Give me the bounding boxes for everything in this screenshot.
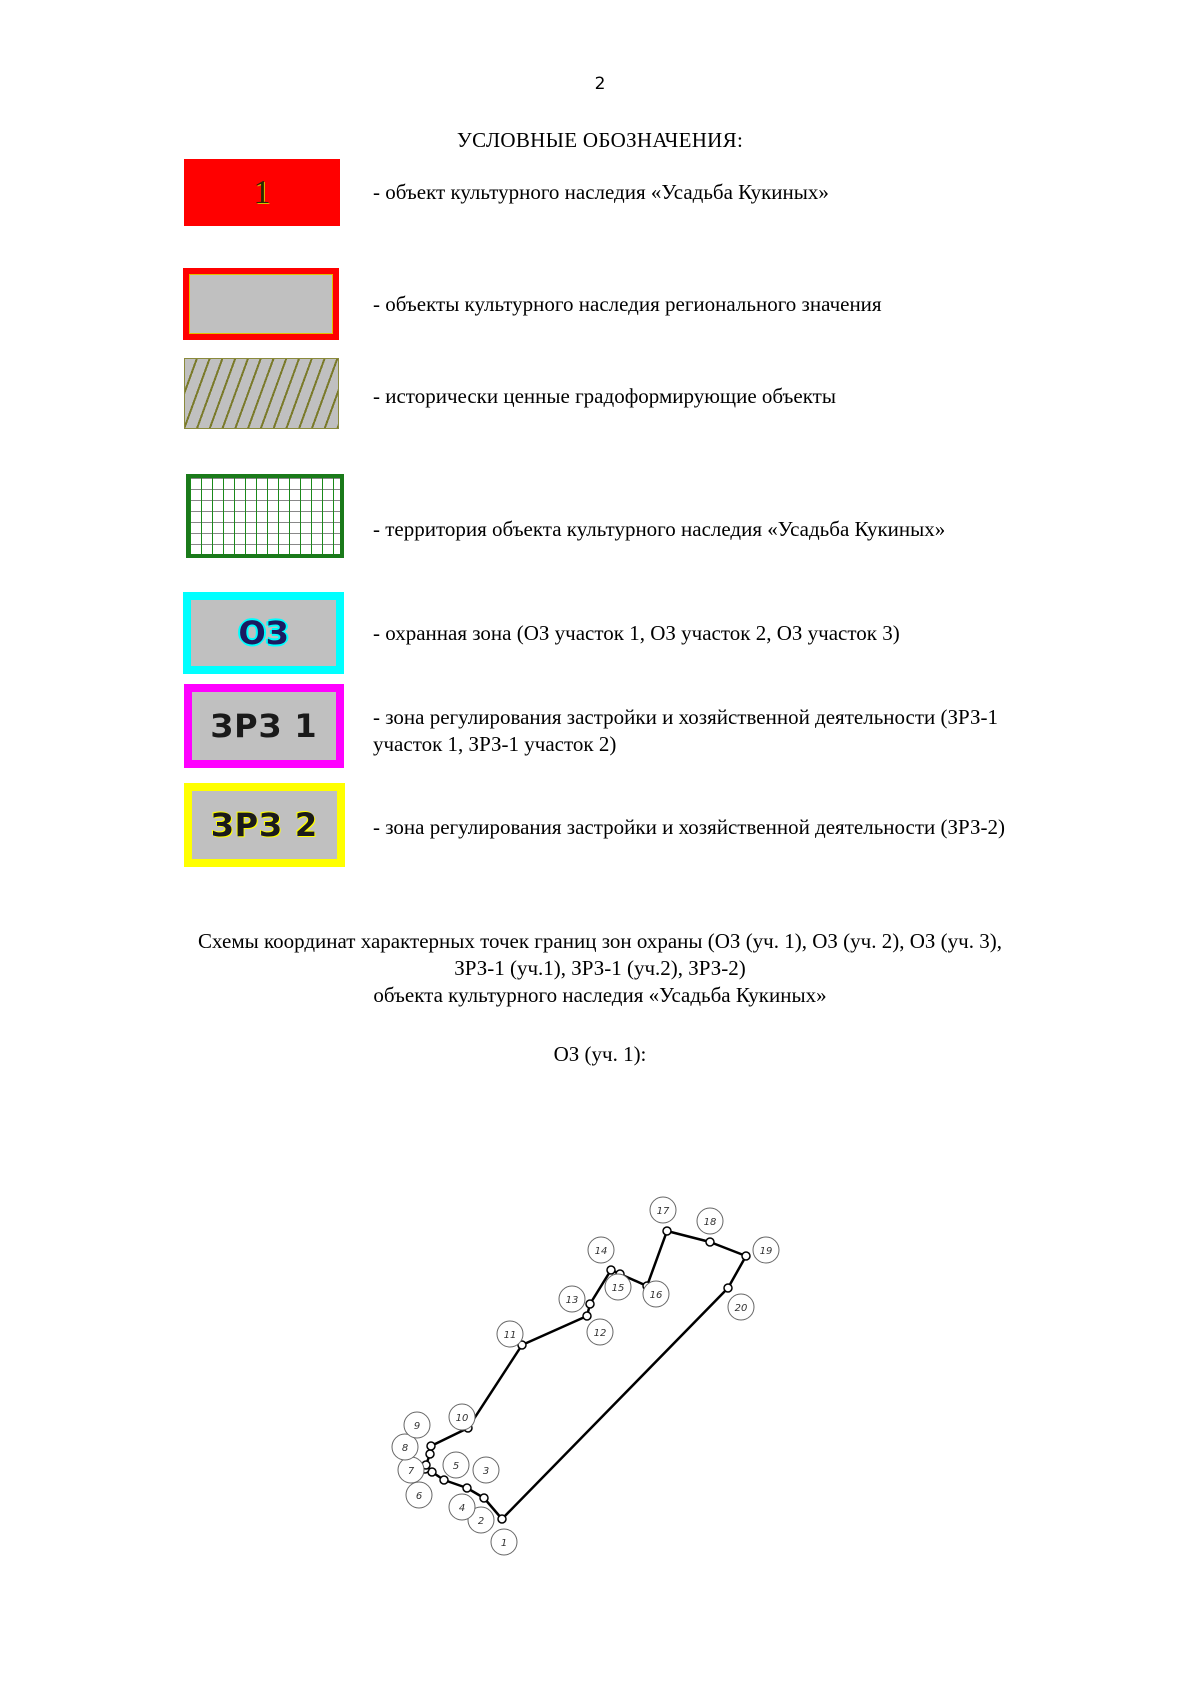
point-label: 6: [415, 1491, 423, 1502]
legend-symbol-label: ОЗ: [238, 614, 289, 652]
boundary-vertex: [724, 1284, 732, 1292]
boundary-vertex: [742, 1252, 750, 1260]
point-label: 19: [759, 1246, 773, 1257]
boundary-vertex: [706, 1238, 714, 1246]
section-title: ОЗ (уч. 1):: [553, 1042, 647, 1066]
legend-description: - объекты культурного наследия регионального значения: [373, 292, 882, 316]
legend-symbol-label: ЗРЗ 2: [210, 806, 319, 844]
legend-symbol-label: 1: [253, 173, 271, 211]
boundary-vertex: [583, 1312, 591, 1320]
point-label: 15: [611, 1283, 625, 1294]
legend-description: - территория объекта культурного наследия «Усадьба Кукиных»: [373, 517, 946, 541]
point-label: 14: [594, 1246, 608, 1257]
boundary-vertex: [426, 1450, 434, 1458]
legend-description-continued: участок 1, ЗРЗ-1 участок 2): [373, 732, 617, 756]
point-label: 3: [482, 1466, 490, 1477]
point-label: 13: [565, 1295, 579, 1306]
point-label: 5: [452, 1461, 460, 1472]
point-label: 9: [413, 1421, 421, 1432]
point-label: 17: [656, 1206, 670, 1217]
point-label: 7: [407, 1466, 415, 1477]
legend-title: УСЛОВНЫЕ ОБОЗНАЧЕНИЯ:: [456, 128, 744, 152]
point-label: 4: [458, 1503, 466, 1514]
point-label: 1: [500, 1538, 508, 1549]
boundary-lines: [425, 1231, 746, 1519]
legend-description: - исторически ценные градоформирующие объекты: [373, 384, 836, 408]
boundary-vertex: [427, 1442, 435, 1450]
boundary-vertex: [440, 1476, 448, 1484]
boundary-vertex: [663, 1227, 671, 1235]
point-label: 12: [593, 1328, 607, 1339]
legend-description: - зона регулирования застройки и хозяйственной деятельности (ЗРЗ-1: [373, 705, 998, 729]
legend-description: - объект культурного наследия «Усадьба Кукиных»: [373, 180, 829, 204]
boundary-vertex: [607, 1266, 615, 1274]
point-label: 18: [703, 1217, 717, 1228]
point-label: 8: [401, 1443, 409, 1454]
point-label: 11: [503, 1330, 517, 1341]
boundary-points: [421, 1227, 750, 1523]
boundary-vertex: [480, 1494, 488, 1502]
point-label: 10: [455, 1413, 469, 1424]
caption-line: ЗРЗ-1 (уч.1), ЗРЗ-1 (уч.2), ЗРЗ-2): [454, 956, 746, 980]
point-label: 2: [477, 1516, 485, 1527]
legend-description: - зона регулирования застройки и хозяйственной деятельности (ЗРЗ-2): [373, 815, 1005, 839]
legend-symbol-label: ЗРЗ 1: [210, 707, 318, 745]
point-label: 20: [734, 1303, 748, 1314]
page-number: 2: [594, 74, 606, 94]
legend-description: - охранная зона (ОЗ участок 1, ОЗ участок 2, ОЗ участок 3): [373, 621, 900, 645]
boundary-vertex: [498, 1515, 506, 1523]
boundary-labels: [392, 1197, 779, 1555]
boundary-line: [425, 1231, 746, 1519]
boundary-vertex: [463, 1484, 471, 1492]
caption-line: Схемы координат характерных точек границ зон охраны (ОЗ (уч. 1), ОЗ (уч. 2), ОЗ (уч. 3),: [198, 929, 1002, 953]
caption-line: объекта культурного наследия «Усадьба Кукиных»: [373, 983, 827, 1007]
boundary-vertex: [586, 1300, 594, 1308]
point-label: 16: [649, 1290, 663, 1301]
